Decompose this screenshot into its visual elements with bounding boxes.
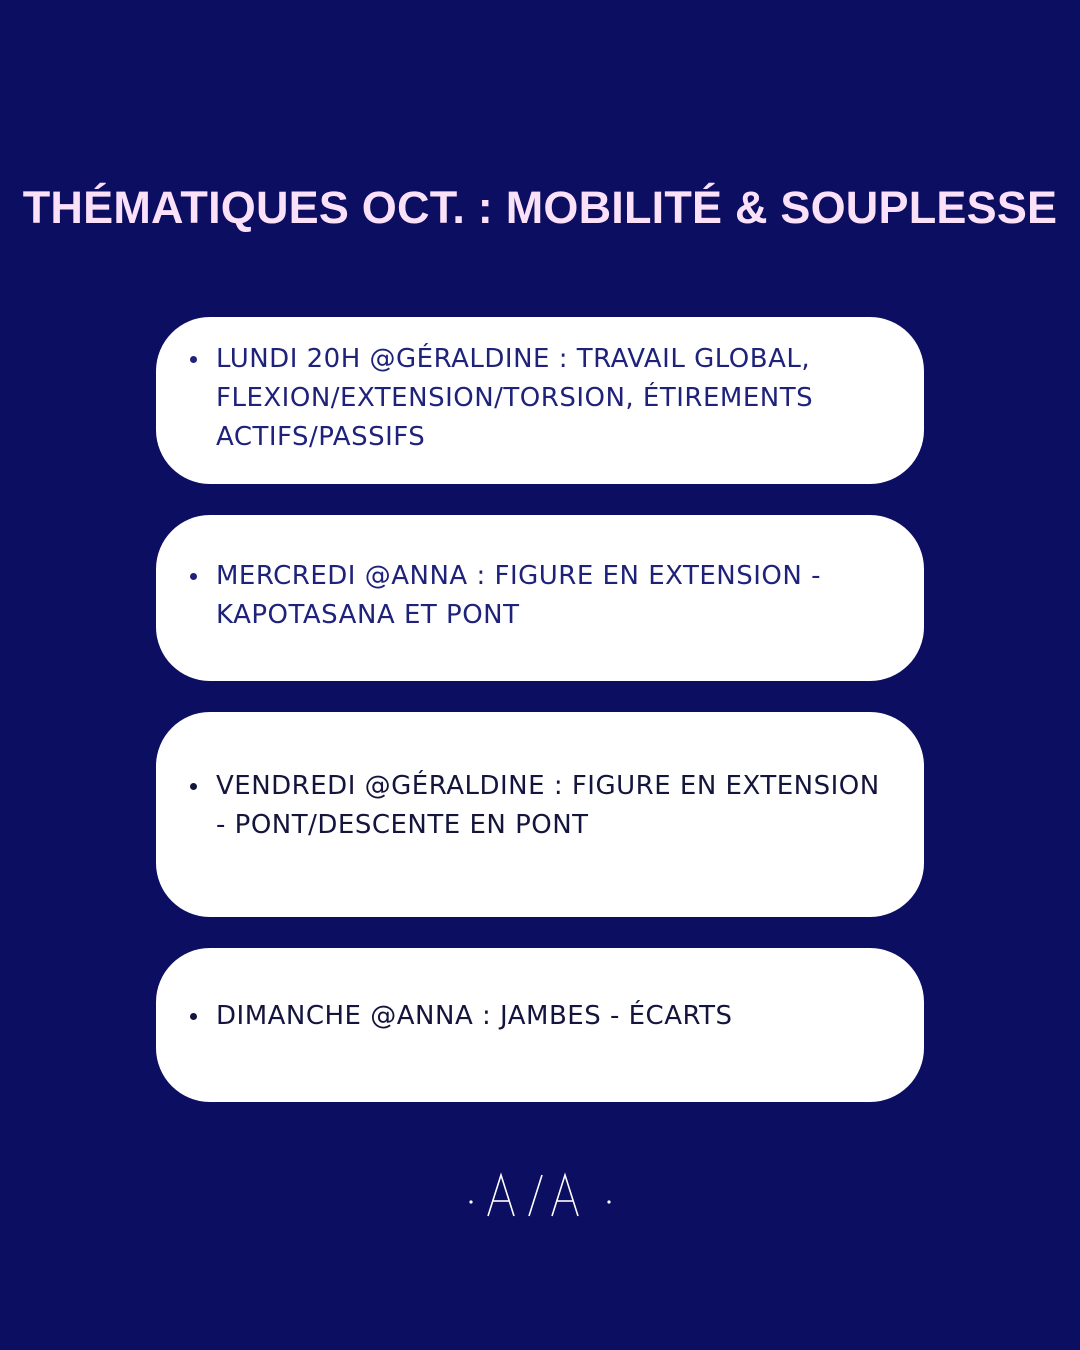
schedule-text-friday: VENDREDI @GÉRALDINE : FIGURE EN EXTENSION - PONT/DESCENTE EN PONT (216, 771, 880, 840)
list-item (216, 557, 884, 635)
bullet-icon (190, 783, 197, 790)
brand-logo (0, 1165, 1080, 1229)
bullet-icon (190, 356, 197, 363)
aa-monogram-logo-icon (465, 1165, 615, 1225)
schedule-text-wednesday: MERCREDI @ANNA : FIGURE EN EXTENSION - KAPOTASANA ET PONT (216, 561, 821, 630)
bullet-icon (190, 573, 197, 580)
list-item (216, 997, 884, 1036)
schedule-card-monday (156, 317, 924, 484)
list-item (216, 767, 884, 845)
schedule-card-wednesday (156, 515, 924, 681)
schedule-card-friday (156, 712, 924, 917)
schedule-card-sunday (156, 948, 924, 1102)
list-item (216, 340, 884, 457)
schedule-text-monday: LUNDI 20H @GÉRALDINE : TRAVAIL GLOBAL, FLEXION/EXTENSION/TORSION, ÉTIREMENTS ACTIFS/PASSIFS (216, 344, 814, 452)
bullet-icon (190, 1013, 197, 1020)
page-title: THÉMATIQUES OCT. : MOBILITÉ & SOUPLESSE (22, 182, 1058, 233)
schedule-text-sunday: DIMANCHE @ANNA : JAMBES - ÉCARTS (216, 1001, 733, 1031)
